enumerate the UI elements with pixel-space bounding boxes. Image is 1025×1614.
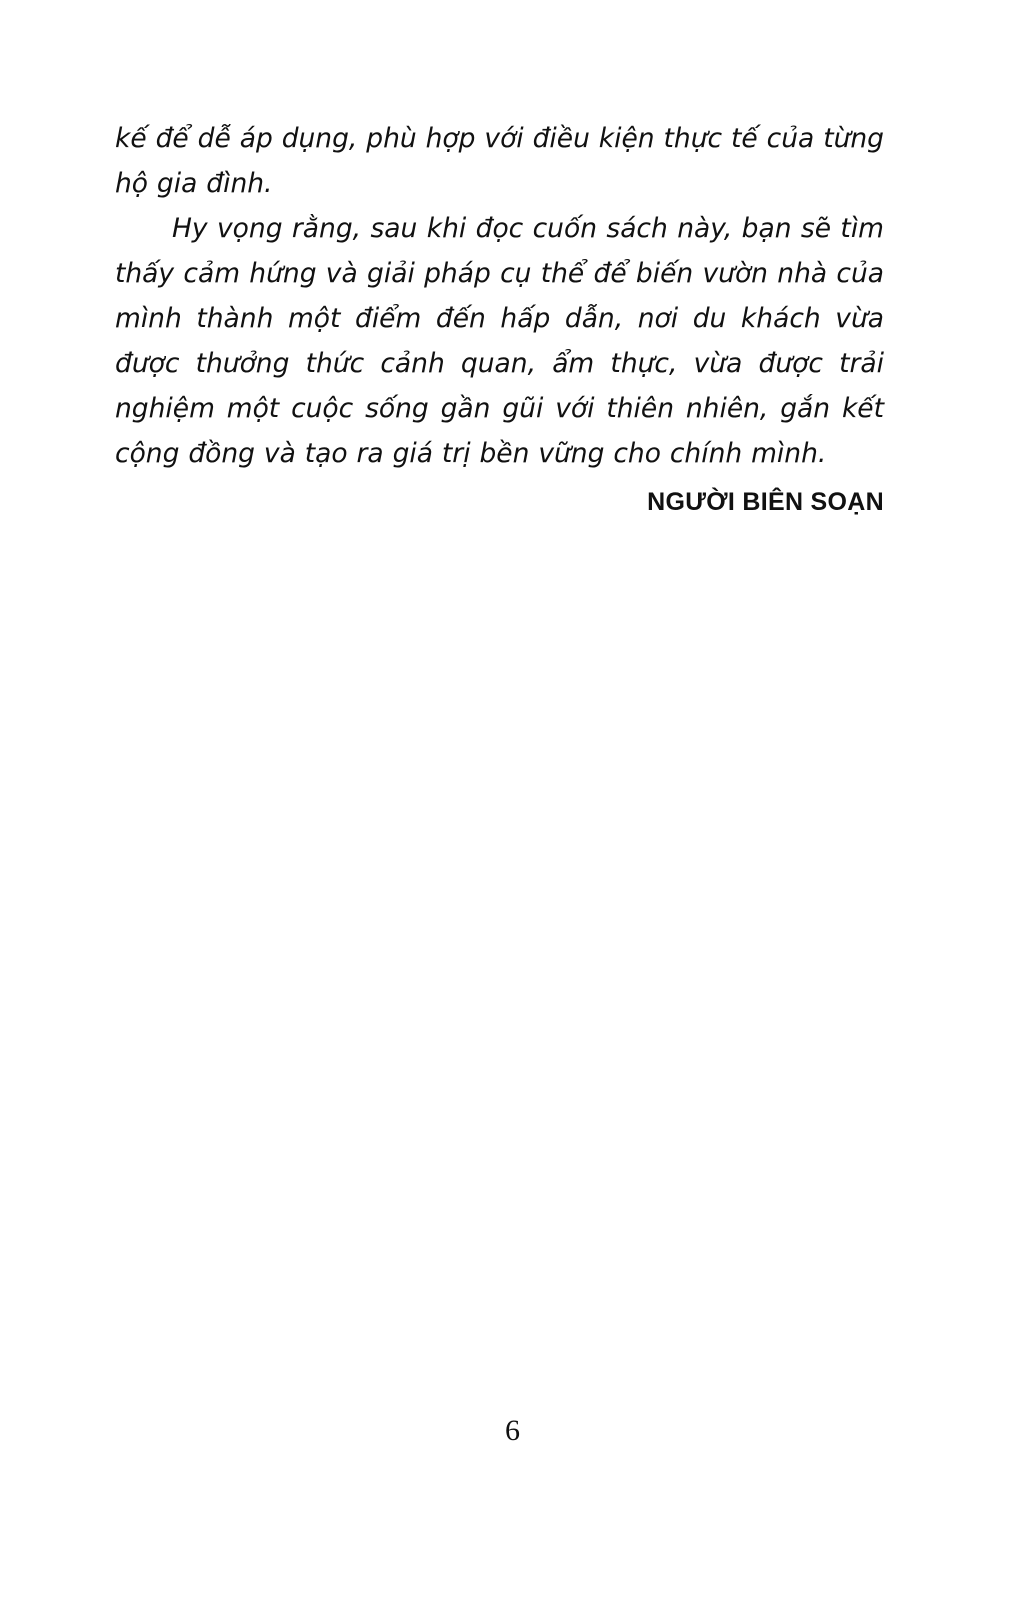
page-number: 6 [505,1414,520,1447]
body-text [115,116,884,476]
paragraph-continuation: kế để dễ áp dụng, phù hợp với điều kiện thực tế của từng hộ gia đình. [115,123,884,199]
paragraph-closing: Hy vọng rằng, sau khi đọc cuốn sách này, bạn sẽ tìm thấy cảm hứng và giải pháp cụ thể để biến vườn nhà của mình thành một điểm đến hấp dẫn, nơi du khách vừa được thưởng thức cảnh quan, ẩm thực, vừa được trải nghiệm một cuộc sống gần gũi với thiên nhiên, gắn kết cộng đồng và tạo ra giá trị bền vững cho chính mình. [115,213,884,469]
author-signature: NGƯỜI BIÊN SOẠN [647,488,884,516]
